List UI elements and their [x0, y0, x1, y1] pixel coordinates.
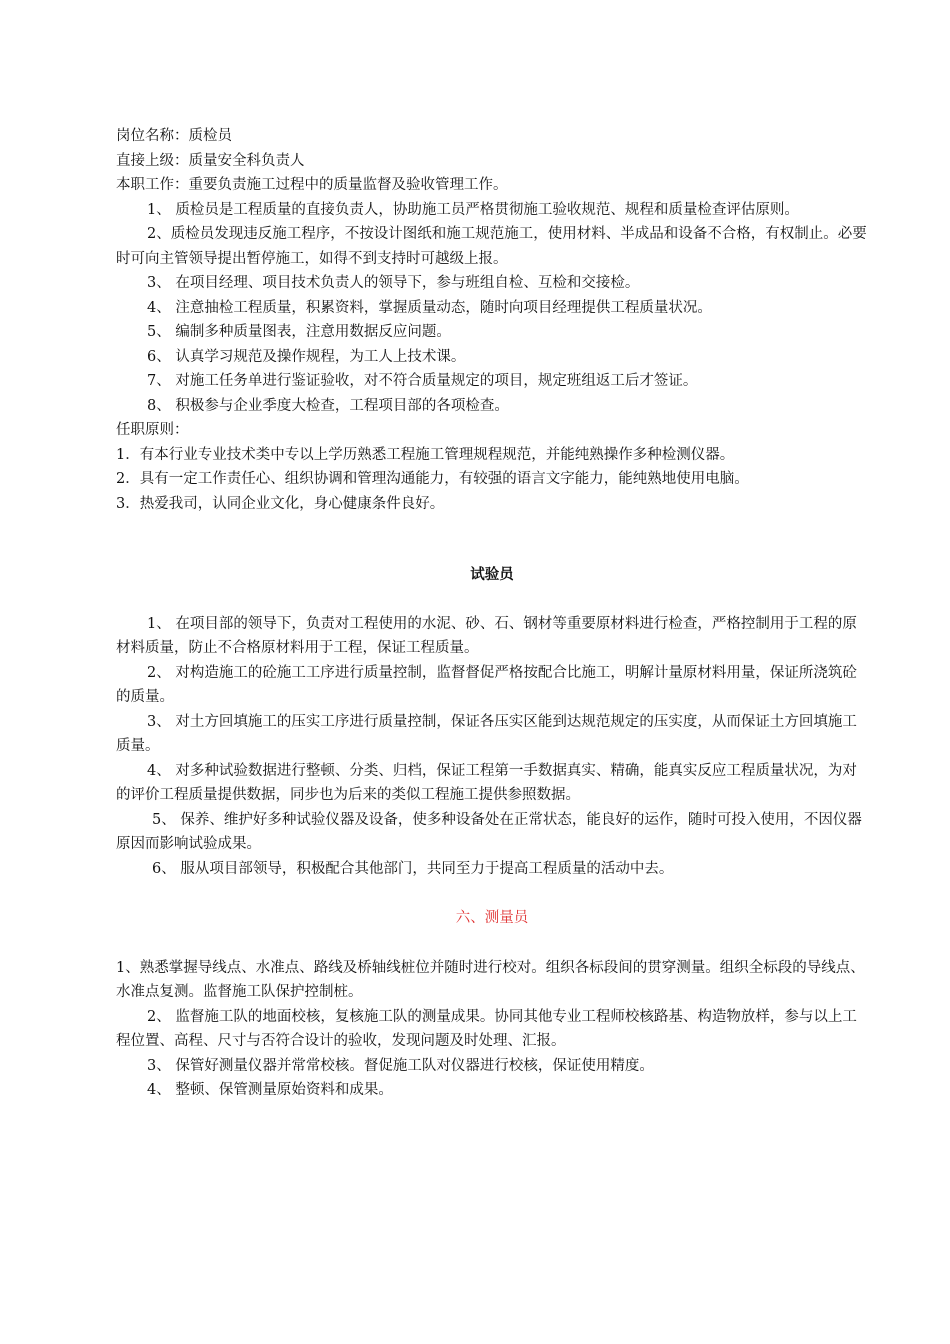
tester-heading: 试验员 — [470, 566, 514, 583]
tester-item: 3、 对土方回填施工的压实工序进行质量控制，保证各压实区能到达规范规定的压实度，从而保证土方回填施工质量。 — [116, 713, 857, 754]
surveyor-item: 1、熟悉掌握导线点、水准点、路线及桥轴线桩位并随时进行校对。组织各标段间的贯穿测量。组织全标段的导线点、水准点复测。监督施工队保护控制桩。 — [116, 959, 865, 1000]
quality-item: 6、 认真学习规范及操作规程，为工人上技术课。 — [147, 348, 466, 365]
quality-item: 4、 注意抽检工程质量，积累资料，掌握质量动态，随时向项目经理提供工程质量状况。 — [147, 299, 712, 316]
position-title: 岗位名称：质检员 — [116, 128, 232, 144]
main-duty: 本职工作：重要负责施工过程中的质量监督及验收管理工作。 — [116, 177, 508, 193]
tester-item: 6、 服从项目部领导，积极配合其他部门，共同至力于提高工程质量的活动中去。 — [152, 860, 674, 877]
requirements-label: 任职原则： — [116, 422, 189, 438]
surveyor-item: 3、 保管好测量仪器并常常校核。督促施工队对仪器进行校核，保证使用精度。 — [147, 1057, 654, 1074]
requirement-item: 3．热爱我司，认同企业文化，身心健康条件良好。 — [116, 495, 445, 512]
quality-item: 2、质检员发现违反施工程序，不按设计图纸和施工规范施工，使用材料、半成品和设备不合格，有权制止。必要时可向主管领导提出暂停施工，如得不到支持时可越级上报。 — [116, 226, 867, 267]
quality-item: 8、 积极参与企业季度大检查，工程项目部的各项检查。 — [147, 397, 509, 414]
quality-item: 5、 编制多种质量图表，注意用数据反应问题。 — [147, 324, 451, 340]
quality-item: 3、 在项目经理、项目技术负责人的领导下，参与班组自检、互检和交接检。 — [147, 275, 640, 291]
tester-item: 5、 保养、维护好多种试验仪器及设备，使多种设备处在正常状态，能良好的运作，随时可投入使用，不因仪器原因而影响试验成果。 — [116, 811, 862, 852]
quality-item: 7、 对施工任务单进行鉴证验收，对不符合质量规定的项目，规定班组返工后才签证。 — [147, 373, 698, 389]
tester-item: 4、 对多种试验数据进行整顿、分类、归档，保证工程第一手数据真实、精确，能真实反应工程质量状况，为对的评价工程质量提供数据，同步也为后来的类似工程施工提供参照数据。 — [116, 762, 857, 803]
surveyor-item: 4、 整顿、保管测量原始资料和成果。 — [147, 1082, 393, 1098]
quality-item: 1、 质检员是工程质量的直接负责人，协助施工员严格贯彻施工验收规范、规程和质量检查评估原则。 — [147, 201, 799, 218]
requirement-item: 2．具有一定工作责任心、组织协调和管理沟通能力，有较强的语言文字能力，能纯熟地使用电脑。 — [116, 471, 749, 487]
document-page — [116, 124, 868, 1103]
tester-item: 2、 对构造施工的砼施工工序进行质量控制，监督督促严格按配合比施工，明解计量原材料用量，保证所浇筑砼的质量。 — [116, 664, 857, 705]
direct-superior: 直接上级：质量安全科负责人 — [116, 152, 305, 169]
surveyor-heading: 六、测量员 — [455, 910, 529, 926]
surveyor-item: 2、 监督施工队的地面校核，复核施工队的测量成果。协同其他专业工程师校核路基、构造物放样，参与以上工程位置、高程、尺寸与否符合设计的验收，发现问题及时处理、汇报。 — [116, 1008, 857, 1049]
tester-item: 1、 在项目部的领导下，负责对工程使用的水泥、砂、石、钢材等重要原材料进行检查，严格控制用于工程的原材料质量，防止不合格原材料用于工程，保证工程质量。 — [116, 615, 857, 656]
requirement-item: 1．有本行业专业技术类中专以上学历熟悉工程施工管理规程规范，并能纯熟操作多种检测仪器。 — [116, 446, 735, 463]
